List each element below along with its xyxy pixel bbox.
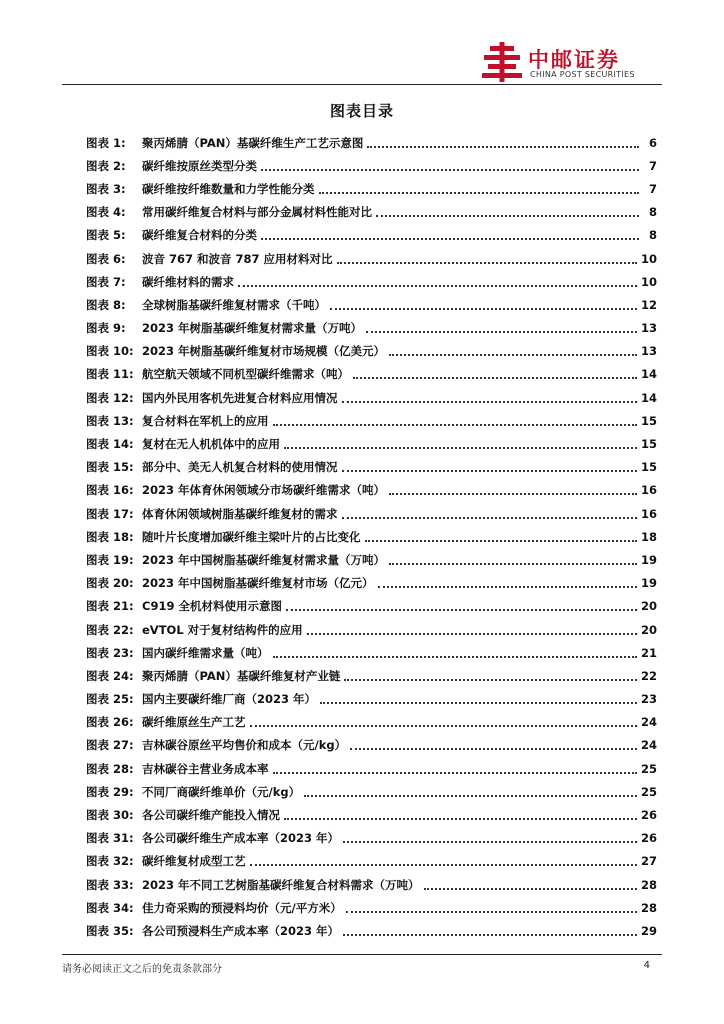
toc-entry[interactable] [86, 595, 657, 618]
toc-entry-title: 碳纤维按原丝类型分类 [142, 158, 257, 173]
toc-entry-page: 14 [640, 367, 657, 382]
toc-entry-page: 10 [640, 274, 657, 289]
toc-entry-label: 图表 16: [86, 483, 134, 498]
toc-entry-page: 20 [640, 622, 657, 637]
toc-entry-title: 2023 年体育休闲领域分市场碳纤维需求（吨） [142, 483, 386, 498]
toc-entry-label: 图表 25: [86, 692, 134, 707]
toc-dot-leader [337, 262, 637, 264]
toc-dot-leader [250, 725, 637, 727]
toc-entry-label: 图表 24: [86, 668, 134, 683]
toc-entry-title: 各公司预浸料生产成本率（2023 年） [142, 923, 340, 938]
toc-entry-label: 图表 29: [86, 784, 134, 799]
toc-dot-leader [365, 540, 637, 542]
toc-entry-page: 28 [640, 900, 657, 915]
toc-entry-title: 2023 年不同工艺树脂基碳纤维复合材料需求（万吨） [142, 877, 420, 892]
toc-entry-title: 碳纤维原丝生产工艺 [142, 715, 246, 730]
toc-entry-title: 碳纤维材料的需求 [142, 274, 234, 289]
toc-entry-label: 图表 1: [86, 135, 126, 150]
toc-entry-label: 图表 20: [86, 576, 134, 591]
toc-dot-leader [330, 308, 637, 310]
toc-entry-page: 7 [648, 181, 657, 196]
toc-entry-label: 图表 33: [86, 877, 134, 892]
toc-entry-title: 航空航天领域不同机型碳纤维需求（吨） [142, 367, 349, 382]
toc-entry-title: 国内主要碳纤维厂商（2023 年） [142, 692, 317, 707]
toc-entry-page: 23 [640, 692, 657, 707]
toc-entry[interactable] [86, 919, 657, 942]
toc-entry-page: 27 [640, 854, 657, 869]
toc-dot-leader [366, 331, 637, 333]
china-post-logo-icon [482, 42, 522, 82]
toc-dot-leader [343, 841, 637, 843]
toc-entry-page: 22 [640, 668, 657, 683]
toc-entry[interactable] [86, 873, 657, 896]
toc-entry[interactable] [86, 664, 657, 687]
page-header [62, 40, 662, 86]
toc-dot-leader [389, 563, 637, 565]
toc-entry-page: 21 [640, 645, 657, 660]
toc-dot-leader [250, 864, 637, 866]
toc-dot-leader [284, 818, 637, 820]
toc-entry-page: 15 [640, 437, 657, 452]
toc-dot-leader [238, 285, 637, 287]
toc-entry-label: 图表 12: [86, 390, 134, 405]
toc-entry[interactable] [86, 618, 657, 641]
toc-entry[interactable] [86, 293, 657, 316]
toc-entry-page: 15 [640, 460, 657, 475]
toc-entry[interactable] [86, 850, 657, 873]
toc-dot-leader [389, 354, 637, 356]
toc-entry[interactable] [86, 572, 657, 595]
toc-entry-label: 图表 13: [86, 413, 134, 428]
toc-dot-leader [286, 609, 637, 611]
toc-entry[interactable] [86, 317, 657, 340]
toc-entry[interactable] [86, 502, 657, 525]
toc-entry-label: 图表 34: [86, 900, 134, 915]
toc-dot-leader [304, 795, 637, 797]
toc-entry-label: 图表 21: [86, 599, 134, 614]
toc-entry-page: 24 [640, 715, 657, 730]
toc-dot-leader [284, 447, 637, 449]
toc-entry[interactable] [86, 409, 657, 432]
toc-entry[interactable] [86, 827, 657, 850]
toc-dot-leader [376, 215, 639, 217]
toc-entry[interactable] [86, 711, 657, 734]
toc-entry-page: 8 [648, 205, 657, 220]
toc-entry-page: 12 [640, 297, 657, 312]
toc-dot-leader [344, 679, 637, 681]
toc-entry-label: 图表 6: [86, 251, 126, 266]
toc-entry-label: 图表 5: [86, 228, 126, 243]
toc-entry-title: eVTOL 对于复材结构件的应用 [142, 622, 303, 637]
toc-entry-label: 图表 17: [86, 506, 134, 521]
toc-entry-page: 28 [640, 877, 657, 892]
toc-dot-leader [424, 888, 637, 890]
toc-entry-page: 26 [640, 831, 657, 846]
toc-entry-label: 图表 4: [86, 205, 126, 220]
toc-entry[interactable] [86, 780, 657, 803]
toc-entry-label: 图表 35: [86, 923, 134, 938]
toc-entry-label: 图表 14: [86, 437, 134, 452]
toc-entry-page: 29 [640, 923, 657, 938]
toc-entry-label: 图表 3: [86, 181, 126, 196]
toc-entry[interactable] [86, 340, 657, 363]
toc-entry-label: 图表 11: [86, 367, 134, 382]
toc-entry-title: 碳纤维复合材料的分类 [142, 228, 257, 243]
toc-entry[interactable] [86, 525, 657, 548]
toc-entry-title: 国内外民用客机先进复合材料应用情况 [142, 390, 338, 405]
logo-english-name: CHINA POST SECURITIES [530, 70, 635, 79]
toc-entry-title: 碳纤维按纤维数量和力学性能分类 [142, 181, 315, 196]
toc-entry-page: 25 [640, 761, 657, 776]
toc-entry-title: 不同厂商碳纤维单价（元/kg） [142, 784, 301, 799]
toc-entry-page: 8 [648, 228, 657, 243]
toc-entry-title: 复合材料在军机上的应用 [142, 413, 269, 428]
toc-entry-title: 复材在无人机机体中的应用 [142, 437, 280, 452]
toc-entry-label: 图表 28: [86, 761, 134, 776]
toc-dot-leader [389, 493, 637, 495]
toc-dot-leader [367, 146, 639, 148]
toc-entry[interactable] [86, 177, 657, 200]
toc-entry-title: 碳纤维复材成型工艺 [142, 854, 246, 869]
toc-entry-title: 2023 年树脂基碳纤维复材市场规模（亿美元） [142, 344, 386, 359]
toc-entry-title: 波音 767 和波音 787 应用材料对比 [142, 251, 333, 266]
toc-entry-title: 2023 年中国树脂基碳纤维复材市场（亿元） [142, 576, 374, 591]
toc-entry-page: 13 [640, 344, 657, 359]
toc-entry-title: 常用碳纤维复合材料与部分金属材料性能对比 [142, 205, 372, 220]
toc-dot-leader [261, 238, 639, 240]
toc-dot-leader [378, 586, 637, 588]
toc-dot-leader [342, 517, 637, 519]
toc-entry-label: 图表 7: [86, 274, 126, 289]
toc-entry-title: 各公司碳纤维生产成本率（2023 年） [142, 831, 340, 846]
toc-dot-leader [343, 934, 637, 936]
toc-entry[interactable] [86, 270, 657, 293]
toc-entry-page: 18 [640, 529, 657, 544]
toc-entry-label: 图表 10: [86, 344, 134, 359]
toc-entry[interactable] [86, 363, 657, 386]
toc-dot-leader [320, 702, 637, 704]
toc-entry-label: 图表 19: [86, 552, 134, 567]
toc-entry[interactable] [86, 432, 657, 455]
toc-entry-label: 图表 8: [86, 297, 126, 312]
toc-dot-leader [342, 470, 637, 472]
toc-entry-title: 全球树脂基碳纤维复材需求（千吨） [142, 297, 326, 312]
toc-entry[interactable] [86, 641, 657, 664]
toc-entry-label: 图表 2: [86, 158, 126, 173]
toc-entry-title: C919 全机材料使用示意图 [142, 599, 282, 614]
toc-dot-leader [273, 656, 637, 658]
toc-entry[interactable] [86, 688, 657, 711]
toc-entry[interactable] [86, 479, 657, 502]
toc-entry-title: 2023 年中国树脂基碳纤维复材需求量（万吨） [142, 552, 386, 567]
toc-entry-title: 聚丙烯腈（PAN）基碳纤维复材产业链 [142, 668, 341, 683]
toc-entry-label: 图表 26: [86, 715, 134, 730]
toc-dot-leader [307, 633, 637, 635]
toc-entry[interactable] [86, 131, 657, 154]
toc-dot-leader [346, 911, 637, 913]
toc-entry-title: 佳力奇采购的预浸料均价（元/平方米） [142, 900, 342, 915]
toc-dot-leader [350, 748, 637, 750]
toc-entry-title: 部分中、美无人机复合材料的使用情况 [142, 460, 338, 475]
toc-entry-page: 25 [640, 784, 657, 799]
table-of-figures [86, 131, 657, 943]
toc-entry-label: 图表 18: [86, 529, 134, 544]
company-logo [482, 42, 662, 84]
toc-entry[interactable] [86, 386, 657, 409]
toc-entry-page: 6 [648, 135, 657, 150]
toc-entry-page: 20 [640, 599, 657, 614]
toc-entry-page: 24 [640, 738, 657, 753]
toc-entry-label: 图表 32: [86, 854, 134, 869]
toc-entry-page: 19 [640, 576, 657, 591]
toc-entry-page: 26 [640, 808, 657, 823]
toc-dot-leader [273, 424, 637, 426]
toc-entry-page: 16 [640, 483, 657, 498]
toc-entry-title: 随叶片长度增加碳纤维主梁叶片的占比变化 [142, 529, 361, 544]
toc-entry-page: 16 [640, 506, 657, 521]
toc-entry[interactable] [86, 896, 657, 919]
footer-divider [62, 954, 662, 955]
toc-entry-title: 2023 年树脂基碳纤维复材需求量（万吨） [142, 321, 363, 336]
toc-entry-page: 13 [640, 321, 657, 336]
toc-entry-title: 国内碳纤维需求量（吨） [142, 645, 269, 660]
toc-entry-page: 19 [640, 552, 657, 567]
toc-entry-title: 吉林碳谷主营业务成本率 [142, 761, 269, 776]
toc-entry-label: 图表 30: [86, 808, 134, 823]
toc-entry-label: 图表 31: [86, 831, 134, 846]
toc-entry[interactable] [86, 734, 657, 757]
page-title: 图表目录 [329, 102, 394, 120]
toc-entry-title: 体育休闲领域树脂基碳纤维复材的需求 [142, 506, 338, 521]
toc-dot-leader [319, 192, 640, 194]
footer-disclaimer: 请务必阅读正文之后的免责条款部分 [62, 964, 222, 975]
toc-entry[interactable] [86, 757, 657, 780]
toc-entry-page: 15 [640, 413, 657, 428]
toc-entry-label: 图表 15: [86, 460, 134, 475]
toc-entry-page: 10 [640, 251, 657, 266]
toc-entry[interactable] [86, 456, 657, 479]
toc-entry[interactable] [86, 247, 657, 270]
page-number: 4 [643, 960, 650, 971]
toc-entry-title: 聚丙烯腈（PAN）基碳纤维生产工艺示意图 [142, 135, 364, 150]
toc-entry-title: 吉林碳谷原丝平均售价和成本（元/kg） [142, 738, 347, 753]
toc-dot-leader [342, 401, 637, 403]
toc-entry[interactable] [86, 803, 657, 826]
toc-dot-leader [261, 169, 639, 171]
header-divider [62, 84, 662, 85]
toc-entry[interactable] [86, 224, 657, 247]
toc-entry-label: 图表 27: [86, 738, 134, 753]
toc-entry[interactable] [86, 154, 657, 177]
toc-entry-label: 图表 23: [86, 645, 134, 660]
toc-entry[interactable] [86, 201, 657, 224]
toc-entry-label: 图表 22: [86, 622, 134, 637]
toc-dot-leader [353, 377, 637, 379]
toc-dot-leader [273, 772, 637, 774]
logo-chinese-name: 中邮证券 [528, 48, 620, 72]
toc-entry-label: 图表 9: [86, 321, 126, 336]
toc-entry[interactable] [86, 548, 657, 571]
toc-entry-title: 各公司碳纤维产能投入情况 [142, 808, 280, 823]
toc-entry-page: 14 [640, 390, 657, 405]
toc-entry-page: 7 [648, 158, 657, 173]
